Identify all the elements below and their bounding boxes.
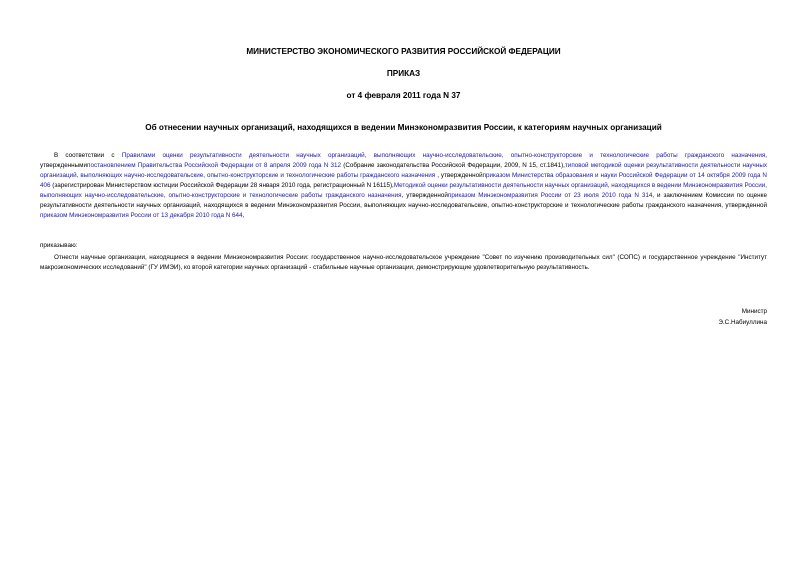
preamble-text-4: , утвержденной	[435, 172, 483, 179]
order-keyword	[40, 241, 767, 251]
document-title: Об отнесении научных организаций, находящихся в ведении Минэкономразвития России, к категориям научных организаций	[145, 123, 662, 132]
preamble-text-6: , утвержденной	[401, 192, 448, 199]
preamble-text-1: В соответствии с	[54, 152, 122, 159]
link-typical-methodology[interactable]: типовой методикой оценки результативности деятельности научных организаций, выполняющих научно-исследовательские, опытно-конструкторские и технологические работы гражданского назначения	[40, 162, 767, 179]
preamble-text-2: , утвержденными	[40, 152, 768, 169]
link-methodology[interactable]: Методикой оценки результативности деятельности научных организаций, находящихся в ведении Минэкономразвития России, выполняющих научно-исследовательские, опытно-конструкторские и технологические работы гражданского назначения	[40, 182, 767, 199]
preamble-text-7: , и заключением Комиссии по оценке результативности деятельности научных организаций, находящихся в ведении Минэкономразвития России, выполняющих научно-исследовательские, опытно-конструкторские и технологические работы гражданского назначения, утвержденной	[40, 192, 767, 209]
signatory-name: Э.С.Набиуллина	[718, 319, 767, 326]
link-government-decree-312[interactable]: постановлением Правительства Российской Федерации от 8 апреля 2009 года N 312	[87, 162, 342, 169]
order-keyword-text: приказываю:	[40, 242, 78, 249]
operative-paragraph	[40, 253, 767, 273]
preamble-paragraph	[40, 151, 767, 221]
operative-text: Отнести научные организации, находящиеся в ведении Минэкономразвития России: государственное научно-исследовательское учреждение "Совет по изучению производительных сил" (СОПС) и государственное учреждение "Институт макроэкономических исследований" (ГУ ИМЭИ), ко второй категории научных организаций - стабильные научные организации, демонстрирующие удовлетворительную результативность.	[40, 254, 767, 271]
signatory-position: Министр	[741, 308, 767, 315]
ministry-name: МИНИСТЕРСТВО ЭКОНОМИЧЕСКОГО РАЗВИТИЯ РОССИЙСКОЙ ФЕДЕРАЦИИ	[246, 47, 561, 56]
document-date: от 4 февраля 2011 года N 37	[346, 91, 461, 100]
preamble-text-5: (зарегистрирован Министерством юстиции Российской Федерации 28 января 2010 года, регистрационный N 16115),	[50, 182, 394, 189]
link-order-406[interactable]: приказом Министерства образования и науки Российской Федерации от 14 октября 2009 года N 406	[40, 172, 767, 189]
signature-block	[718, 306, 767, 328]
preamble-text-8: ,	[242, 212, 245, 219]
preamble-text-3: (Собрание законодательства Российской Федерации, 2009, N 15, ст.1841),	[341, 162, 565, 169]
link-order-644[interactable]: приказом Минэкономразвития России от 13 декабря 2010 года N 644	[40, 212, 243, 219]
link-evaluation-rules[interactable]: Правилами оценки результативности деятельности научных организаций, выполняющих научно-исследовательские, опытно-конструкторские и технологические работы гражданского назначения	[121, 152, 766, 159]
document-type: ПРИКАЗ	[386, 69, 421, 78]
link-order-314[interactable]: приказом Минэкономразвития России от 23 июля 2010 года N 314	[447, 192, 653, 199]
